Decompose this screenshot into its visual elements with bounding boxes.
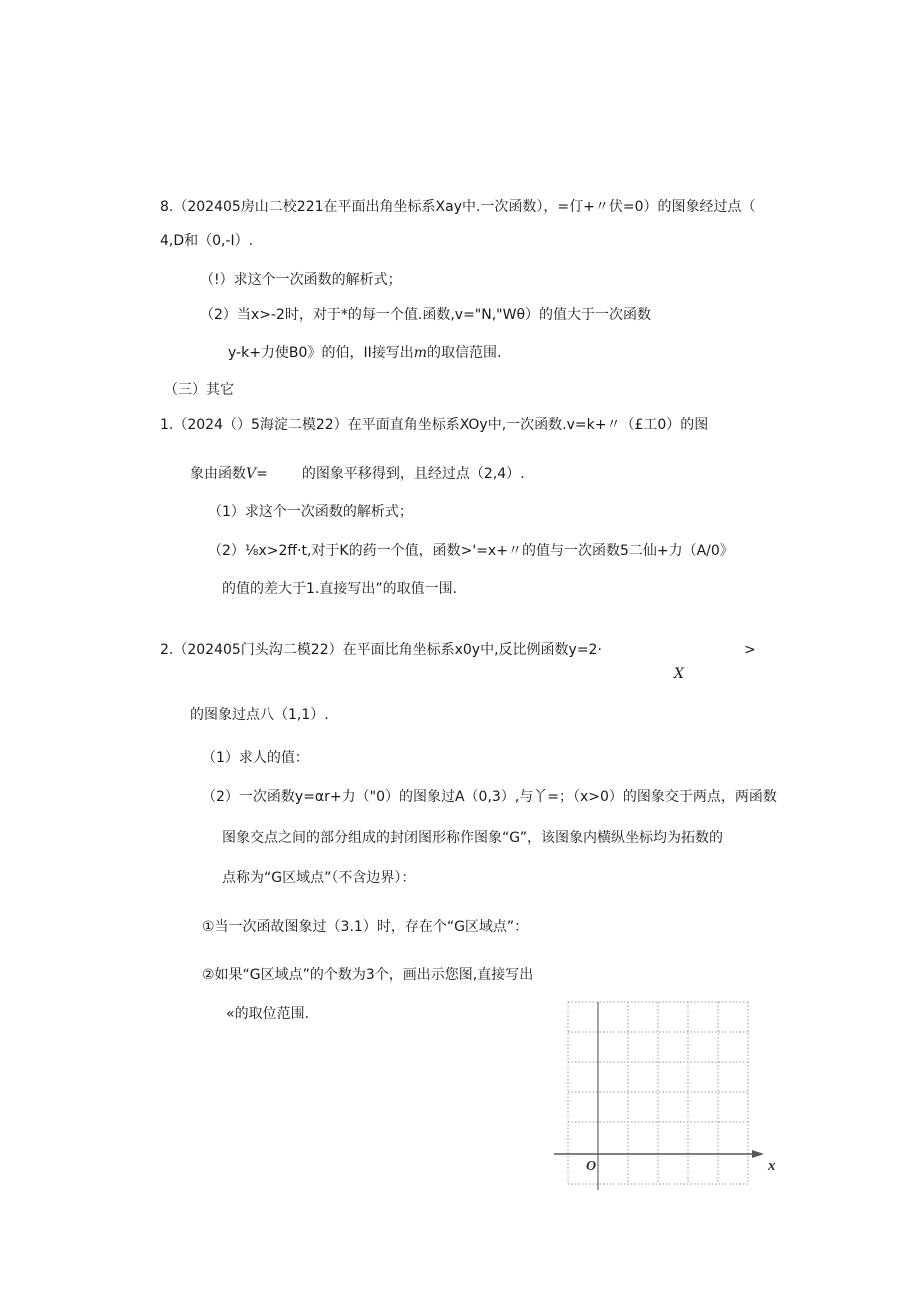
q2-part2c: 点称为“G区域点”（不含边界）：: [222, 870, 416, 886]
q1-part2: （2）⅛x>2ff·t,对于K的药一个值，函数>'=x+〃的值与一次函数5二仙+力（A/0》: [208, 543, 734, 559]
q2-line2: 的图象过点八（1,1）.: [190, 707, 329, 723]
q2-circle2-cont: «的取位范围.: [226, 1006, 310, 1022]
q1-line2: [190, 465, 525, 483]
origin-label: O: [586, 1159, 597, 1174]
q2-line1: 2.（202405门头沟二模22）在平面比角坐标系x0y中,反比例函数y=2·: [160, 642, 602, 658]
q8-line2: 4,D和（0,-I）.: [160, 233, 254, 249]
q1-line1: 1.（2024（）5海淀二模22）在平面直角坐标系XOy中,一次函数.v=k+〃（£工0）的图: [160, 417, 709, 433]
section-heading: （三）其它: [164, 382, 234, 398]
q2-part2b: 图象交点之间的部分组成的封闭图形称作图象“G”，该图象内横纵坐标均为拓数的: [222, 830, 724, 846]
q8-part2-cont-a: y-k+力使B0》的伯，II接写出: [228, 345, 414, 361]
q1-part1: （1）求这个一次函数的解析式；: [208, 504, 413, 520]
q2-gt: >: [744, 642, 756, 658]
q2-part1: （1）求人的值：: [202, 750, 309, 766]
q8-part1: （!）求这个一次函数的解析式；: [200, 272, 402, 288]
q8-part2-cont-m: m: [413, 345, 427, 361]
q8-part2-cont-b: 的取信范围.: [426, 345, 502, 361]
q2-circle1: ①当一次函故图象过（3.1）时，存在个“G区域点”：: [202, 919, 529, 935]
q8-part2-cont: [228, 344, 501, 362]
coordinate-grid-figure: [548, 996, 788, 1196]
q2-circle2: ②如果“G区域点”的个数为3个，画出示您图,直接写出: [202, 967, 534, 983]
q1-line2-v: V=: [246, 466, 268, 482]
grid-lines: [568, 1002, 748, 1184]
q2-part2a: （2）一次函数y=αr+力（"0）的图象过A（0,3）,与丫=；（x>0）的图象交于两点，两函数: [202, 789, 777, 805]
x-axis-label: x: [768, 1158, 776, 1174]
q2-fraction-x: X: [674, 666, 684, 682]
q1-line2-b: 的图象平移得到，且经过点（2,4）.: [301, 466, 525, 482]
q1-line2-a: 象由函数: [190, 466, 246, 482]
q8-line1: 8.（202405房山二校221在平面出角坐标系Xay中.一次函数），=仃+〃伏=0）的图象经过点（: [160, 199, 756, 215]
x-axis-arrow: [752, 1150, 764, 1158]
q8-part2: （2）当x>-2时，对于*的每一个值.函数,v="N,"Wθ）的值大于一次函数: [200, 307, 652, 323]
q1-part2-cont: 的值的差大于1.直接写出”的取值一围.: [222, 581, 458, 597]
